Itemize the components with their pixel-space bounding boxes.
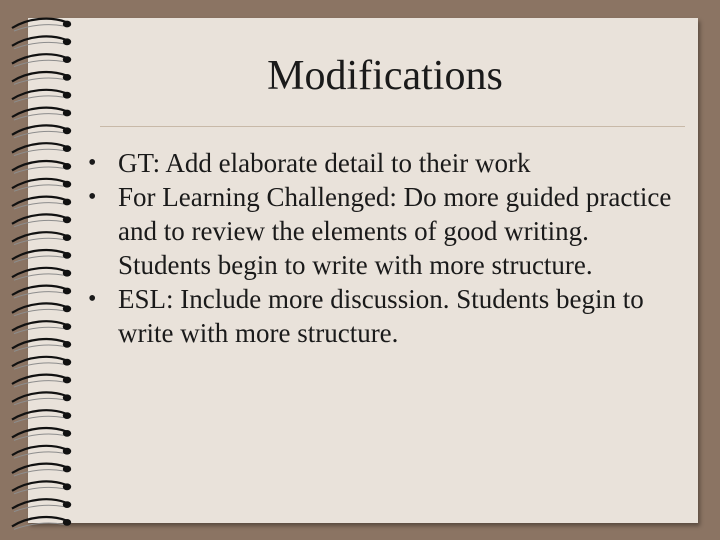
spiral-ring <box>12 339 71 351</box>
bullet-item-learning-challenged <box>85 180 685 282</box>
spiral-ring <box>12 197 71 209</box>
spiral-ring <box>12 410 71 422</box>
spiral-ring <box>12 517 71 529</box>
spiral-ring <box>12 90 71 102</box>
spiral-ring <box>12 428 71 440</box>
spiral-ring <box>12 375 71 387</box>
title-divider <box>100 126 685 127</box>
spiral-ring <box>12 143 71 155</box>
spiral-ring <box>12 303 71 315</box>
spiral-ring <box>12 250 71 262</box>
spiral-binding-icon <box>0 0 90 540</box>
bullet-list <box>85 146 685 350</box>
bullet-item-gt <box>85 146 685 180</box>
bullet-text: For Learning Challenged: Do more guided practice and to review the elements of good writing. Students begin to write with more structure. <box>118 182 672 280</box>
bullet-dot-icon: • <box>88 150 97 176</box>
spiral-ring <box>12 36 71 48</box>
bullet-dot-icon: • <box>88 184 97 210</box>
spiral-ring <box>12 481 71 493</box>
bullet-text: GT: Add elaborate detail to their work <box>118 148 531 178</box>
spiral-ring <box>12 286 71 298</box>
spiral-ring <box>12 214 71 226</box>
bullet-text: ESL: Include more discussion. Students begin to write with more structure. <box>118 284 644 348</box>
spiral-ring <box>12 232 71 244</box>
spiral-ring <box>12 499 71 511</box>
slide-title: Modifications <box>267 53 503 99</box>
spiral-ring <box>12 19 71 31</box>
spiral-ring <box>12 54 71 66</box>
spiral-ring <box>12 464 71 476</box>
spiral-ring <box>12 446 71 458</box>
spiral-ring <box>12 392 71 404</box>
spiral-ring <box>12 108 71 120</box>
bullet-item-esl <box>85 282 685 350</box>
spiral-ring <box>12 321 71 333</box>
spiral-ring <box>12 179 71 191</box>
spiral-ring <box>12 72 71 84</box>
spiral-ring <box>12 268 71 280</box>
bullet-dot-icon: • <box>88 286 97 312</box>
spiral-ring <box>12 161 71 173</box>
spiral-ring <box>12 357 71 369</box>
spiral-ring <box>12 125 71 137</box>
